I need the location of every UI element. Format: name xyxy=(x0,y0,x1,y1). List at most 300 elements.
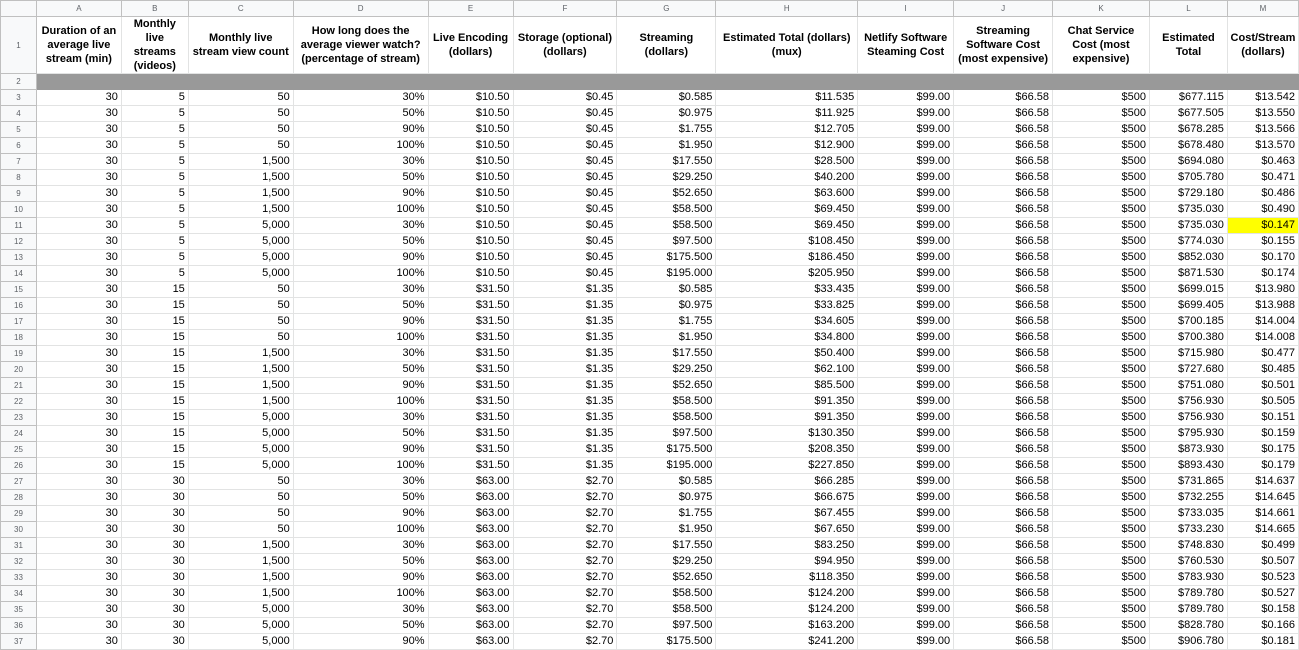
data-cell[interactable]: $66.58 xyxy=(954,202,1053,218)
data-cell[interactable]: 30 xyxy=(36,410,121,426)
data-cell[interactable]: 30 xyxy=(36,538,121,554)
column-header-i[interactable]: I xyxy=(858,1,954,17)
data-cell[interactable]: 30 xyxy=(121,506,188,522)
data-cell[interactable]: 30 xyxy=(36,362,121,378)
data-cell[interactable]: $748.830 xyxy=(1149,538,1227,554)
data-cell[interactable]: 30 xyxy=(121,490,188,506)
row-number[interactable]: 2 xyxy=(1,74,37,90)
data-cell[interactable]: $99.00 xyxy=(858,522,954,538)
data-cell[interactable]: 15 xyxy=(121,458,188,474)
data-cell[interactable]: $163.200 xyxy=(716,618,858,634)
data-cell[interactable]: $699.405 xyxy=(1149,298,1227,314)
data-cell[interactable]: $99.00 xyxy=(858,170,954,186)
data-cell[interactable]: $0.471 xyxy=(1227,170,1298,186)
data-cell[interactable]: $500 xyxy=(1053,618,1150,634)
row-number[interactable]: 29 xyxy=(1,506,37,522)
data-cell[interactable]: $66.58 xyxy=(954,634,1053,650)
data-cell[interactable]: 5,000 xyxy=(188,266,293,282)
data-cell[interactable]: $0.527 xyxy=(1227,586,1298,602)
data-cell[interactable]: 100% xyxy=(293,394,428,410)
data-cell[interactable]: 30 xyxy=(36,90,121,106)
data-cell[interactable]: $2.70 xyxy=(513,506,617,522)
data-cell[interactable]: $99.00 xyxy=(858,426,954,442)
row-number[interactable]: 14 xyxy=(1,266,37,282)
data-cell[interactable]: $0.501 xyxy=(1227,378,1298,394)
data-cell[interactable]: $500 xyxy=(1053,282,1150,298)
data-cell[interactable]: $33.825 xyxy=(716,298,858,314)
data-cell[interactable]: 90% xyxy=(293,506,428,522)
data-cell[interactable]: 90% xyxy=(293,442,428,458)
data-cell[interactable]: $0.174 xyxy=(1227,266,1298,282)
data-cell[interactable]: $67.455 xyxy=(716,506,858,522)
data-cell[interactable]: 30 xyxy=(36,378,121,394)
data-cell[interactable]: $2.70 xyxy=(513,474,617,490)
data-cell[interactable]: $0.175 xyxy=(1227,442,1298,458)
data-cell[interactable]: $31.50 xyxy=(428,410,513,426)
data-cell[interactable]: 1,500 xyxy=(188,202,293,218)
data-cell[interactable]: 50 xyxy=(188,330,293,346)
row-number[interactable]: 4 xyxy=(1,106,37,122)
data-cell[interactable]: $2.70 xyxy=(513,554,617,570)
data-cell[interactable]: $500 xyxy=(1053,506,1150,522)
row-number[interactable]: 11 xyxy=(1,218,37,234)
data-cell[interactable]: 30 xyxy=(36,506,121,522)
data-cell[interactable]: $31.50 xyxy=(428,282,513,298)
data-cell[interactable]: $99.00 xyxy=(858,378,954,394)
data-cell[interactable]: $99.00 xyxy=(858,282,954,298)
data-cell[interactable]: $13.988 xyxy=(1227,298,1298,314)
data-cell[interactable]: $500 xyxy=(1053,522,1150,538)
data-cell[interactable]: $124.200 xyxy=(716,586,858,602)
data-cell[interactable]: 90% xyxy=(293,122,428,138)
row-number[interactable]: 21 xyxy=(1,378,37,394)
data-cell[interactable]: $10.50 xyxy=(428,234,513,250)
data-cell[interactable]: $0.45 xyxy=(513,250,617,266)
data-cell[interactable]: $10.50 xyxy=(428,266,513,282)
data-cell[interactable]: $52.650 xyxy=(617,186,716,202)
data-cell[interactable]: $66.58 xyxy=(954,170,1053,186)
data-cell[interactable]: $66.58 xyxy=(954,362,1053,378)
row-number[interactable]: 16 xyxy=(1,298,37,314)
data-cell[interactable]: 30 xyxy=(36,330,121,346)
data-cell[interactable]: $500 xyxy=(1053,122,1150,138)
data-cell[interactable]: 30% xyxy=(293,410,428,426)
data-cell[interactable]: $10.50 xyxy=(428,186,513,202)
data-cell[interactable]: $0.45 xyxy=(513,106,617,122)
data-cell[interactable]: $10.50 xyxy=(428,90,513,106)
data-cell[interactable]: $91.350 xyxy=(716,410,858,426)
data-cell[interactable]: 90% xyxy=(293,378,428,394)
data-cell[interactable]: 30% xyxy=(293,90,428,106)
data-cell[interactable]: $500 xyxy=(1053,458,1150,474)
data-cell[interactable]: 50% xyxy=(293,298,428,314)
data-cell[interactable]: $0.45 xyxy=(513,90,617,106)
data-cell[interactable]: $17.550 xyxy=(617,346,716,362)
data-cell[interactable]: $12.705 xyxy=(716,122,858,138)
data-cell[interactable]: $715.980 xyxy=(1149,346,1227,362)
data-cell[interactable]: $50.400 xyxy=(716,346,858,362)
data-cell[interactable]: 30% xyxy=(293,154,428,170)
data-cell[interactable]: $99.00 xyxy=(858,490,954,506)
column-header-h[interactable]: H xyxy=(716,1,858,17)
data-cell[interactable]: $694.080 xyxy=(1149,154,1227,170)
data-cell[interactable]: $17.550 xyxy=(617,154,716,170)
column-header-j[interactable]: J xyxy=(954,1,1053,17)
data-cell[interactable]: $2.70 xyxy=(513,538,617,554)
data-cell[interactable]: $1.35 xyxy=(513,442,617,458)
data-cell[interactable]: $0.159 xyxy=(1227,426,1298,442)
data-cell[interactable]: 15 xyxy=(121,282,188,298)
data-cell[interactable]: $705.780 xyxy=(1149,170,1227,186)
data-cell[interactable]: $0.585 xyxy=(617,90,716,106)
header-cell[interactable]: Storage (optional) (dollars) xyxy=(513,17,617,74)
data-cell[interactable]: $66.58 xyxy=(954,586,1053,602)
row-number[interactable]: 36 xyxy=(1,618,37,634)
data-cell[interactable]: $0.485 xyxy=(1227,362,1298,378)
data-cell[interactable]: $1.35 xyxy=(513,298,617,314)
data-cell[interactable]: $99.00 xyxy=(858,602,954,618)
data-cell[interactable]: 1,500 xyxy=(188,586,293,602)
column-header-e[interactable]: E xyxy=(428,1,513,17)
data-cell[interactable]: $66.58 xyxy=(954,250,1053,266)
data-cell[interactable]: $500 xyxy=(1053,570,1150,586)
data-cell[interactable]: 30 xyxy=(36,170,121,186)
data-cell[interactable]: $500 xyxy=(1053,170,1150,186)
header-cell[interactable]: Estimated Total (dollars) (mux) xyxy=(716,17,858,74)
header-cell[interactable]: Live Encoding (dollars) xyxy=(428,17,513,74)
data-cell[interactable]: $789.780 xyxy=(1149,602,1227,618)
data-cell[interactable]: 15 xyxy=(121,346,188,362)
data-cell[interactable]: $893.430 xyxy=(1149,458,1227,474)
data-cell[interactable]: $756.930 xyxy=(1149,394,1227,410)
data-cell[interactable]: $0.181 xyxy=(1227,634,1298,650)
row-number[interactable]: 12 xyxy=(1,234,37,250)
data-cell[interactable]: $63.00 xyxy=(428,570,513,586)
data-cell[interactable]: 50% xyxy=(293,554,428,570)
data-cell[interactable]: 5,000 xyxy=(188,634,293,650)
row-number[interactable]: 13 xyxy=(1,250,37,266)
data-cell[interactable]: $0.585 xyxy=(617,474,716,490)
data-cell[interactable]: $13.980 xyxy=(1227,282,1298,298)
data-cell[interactable]: $1.35 xyxy=(513,330,617,346)
data-cell[interactable]: $31.50 xyxy=(428,442,513,458)
header-cell[interactable]: How long does the average viewer watch? (percentage of stream) xyxy=(293,17,428,74)
data-cell[interactable]: $195.000 xyxy=(617,266,716,282)
data-cell[interactable]: 30 xyxy=(36,618,121,634)
column-header-l[interactable]: L xyxy=(1149,1,1227,17)
row-number[interactable]: 35 xyxy=(1,602,37,618)
data-cell[interactable]: $69.450 xyxy=(716,202,858,218)
data-cell[interactable]: $0.490 xyxy=(1227,202,1298,218)
data-cell[interactable]: $66.58 xyxy=(954,394,1053,410)
data-cell[interactable]: $17.550 xyxy=(617,538,716,554)
data-cell[interactable]: $118.350 xyxy=(716,570,858,586)
data-cell[interactable]: $500 xyxy=(1053,106,1150,122)
data-cell[interactable]: $500 xyxy=(1053,586,1150,602)
data-cell[interactable]: $11.925 xyxy=(716,106,858,122)
data-cell[interactable]: $31.50 xyxy=(428,458,513,474)
data-cell[interactable]: $66.58 xyxy=(954,490,1053,506)
data-cell[interactable]: $186.450 xyxy=(716,250,858,266)
data-cell[interactable]: $66.675 xyxy=(716,490,858,506)
data-cell[interactable]: 100% xyxy=(293,522,428,538)
data-cell[interactable]: $99.00 xyxy=(858,586,954,602)
data-cell[interactable]: $14.637 xyxy=(1227,474,1298,490)
data-cell[interactable]: 5 xyxy=(121,186,188,202)
data-cell[interactable]: $63.600 xyxy=(716,186,858,202)
data-cell[interactable]: 50% xyxy=(293,426,428,442)
data-cell[interactable]: $66.58 xyxy=(954,378,1053,394)
data-cell[interactable]: $66.58 xyxy=(954,474,1053,490)
data-cell[interactable]: $0.523 xyxy=(1227,570,1298,586)
data-cell[interactable]: 1,500 xyxy=(188,186,293,202)
data-cell[interactable]: $751.080 xyxy=(1149,378,1227,394)
data-cell[interactable]: $735.030 xyxy=(1149,218,1227,234)
data-cell[interactable]: $500 xyxy=(1053,250,1150,266)
data-cell[interactable]: $34.605 xyxy=(716,314,858,330)
data-cell[interactable]: 50% xyxy=(293,362,428,378)
data-cell[interactable]: $1.755 xyxy=(617,122,716,138)
data-cell[interactable]: $66.58 xyxy=(954,282,1053,298)
data-cell[interactable]: $31.50 xyxy=(428,330,513,346)
data-cell[interactable]: $1.35 xyxy=(513,426,617,442)
data-cell[interactable]: $10.50 xyxy=(428,170,513,186)
data-cell[interactable]: $31.50 xyxy=(428,394,513,410)
data-cell[interactable]: $0.155 xyxy=(1227,234,1298,250)
data-cell[interactable]: $871.530 xyxy=(1149,266,1227,282)
data-cell[interactable]: $500 xyxy=(1053,186,1150,202)
data-cell[interactable]: $1.950 xyxy=(617,330,716,346)
data-cell[interactable]: $241.200 xyxy=(716,634,858,650)
data-cell[interactable]: $2.70 xyxy=(513,490,617,506)
column-header-k[interactable]: K xyxy=(1053,1,1150,17)
data-cell[interactable]: 15 xyxy=(121,378,188,394)
data-cell[interactable]: $500 xyxy=(1053,362,1150,378)
data-cell[interactable]: 30 xyxy=(36,234,121,250)
data-cell[interactable]: 30% xyxy=(293,474,428,490)
row-number[interactable]: 32 xyxy=(1,554,37,570)
header-cell[interactable]: Duration of an average live stream (min) xyxy=(36,17,121,74)
data-cell[interactable]: $58.500 xyxy=(617,202,716,218)
data-cell[interactable]: $2.70 xyxy=(513,522,617,538)
data-cell[interactable]: $500 xyxy=(1053,90,1150,106)
data-cell[interactable]: 15 xyxy=(121,410,188,426)
data-cell[interactable]: 30 xyxy=(36,634,121,650)
data-cell[interactable]: 5,000 xyxy=(188,458,293,474)
data-cell[interactable]: $500 xyxy=(1053,474,1150,490)
data-cell[interactable]: $0.486 xyxy=(1227,186,1298,202)
data-cell[interactable]: 50 xyxy=(188,138,293,154)
data-cell[interactable]: $500 xyxy=(1053,234,1150,250)
data-cell[interactable]: 30 xyxy=(36,586,121,602)
data-cell[interactable]: 30 xyxy=(36,522,121,538)
data-cell[interactable]: $63.00 xyxy=(428,506,513,522)
data-cell[interactable]: $99.00 xyxy=(858,138,954,154)
data-cell[interactable]: 30 xyxy=(36,394,121,410)
data-cell[interactable]: 30 xyxy=(121,474,188,490)
data-cell[interactable]: $66.58 xyxy=(954,410,1053,426)
data-cell[interactable]: $13.542 xyxy=(1227,90,1298,106)
data-cell[interactable]: 5 xyxy=(121,154,188,170)
data-cell[interactable]: $66.58 xyxy=(954,522,1053,538)
data-cell[interactable]: $700.185 xyxy=(1149,314,1227,330)
data-cell[interactable]: 50% xyxy=(293,170,428,186)
data-cell[interactable]: 30 xyxy=(36,186,121,202)
data-cell[interactable]: $500 xyxy=(1053,490,1150,506)
data-cell[interactable]: 30% xyxy=(293,282,428,298)
data-cell[interactable]: 90% xyxy=(293,314,428,330)
data-cell[interactable]: $500 xyxy=(1053,378,1150,394)
data-cell[interactable]: $699.015 xyxy=(1149,282,1227,298)
data-cell[interactable]: $1.35 xyxy=(513,378,617,394)
data-cell[interactable]: $13.570 xyxy=(1227,138,1298,154)
data-cell[interactable]: $873.930 xyxy=(1149,442,1227,458)
data-cell[interactable]: $99.00 xyxy=(858,442,954,458)
data-cell[interactable]: 30 xyxy=(36,282,121,298)
data-cell[interactable]: 90% xyxy=(293,634,428,650)
data-cell[interactable]: $94.950 xyxy=(716,554,858,570)
data-cell[interactable]: $66.58 xyxy=(954,506,1053,522)
data-cell[interactable]: $99.00 xyxy=(858,298,954,314)
row-number[interactable]: 34 xyxy=(1,586,37,602)
data-cell[interactable]: $1.35 xyxy=(513,282,617,298)
column-header-a[interactable]: A xyxy=(36,1,121,17)
data-cell[interactable]: $2.70 xyxy=(513,618,617,634)
data-cell[interactable]: 30 xyxy=(36,218,121,234)
data-cell[interactable]: $99.00 xyxy=(858,538,954,554)
header-cell[interactable]: Streaming (dollars) xyxy=(617,17,716,74)
data-cell[interactable]: 30 xyxy=(36,202,121,218)
data-cell[interactable]: 30% xyxy=(293,218,428,234)
data-cell[interactable]: $58.500 xyxy=(617,586,716,602)
data-cell[interactable]: $63.00 xyxy=(428,522,513,538)
data-cell[interactable]: 5 xyxy=(121,218,188,234)
data-cell[interactable]: $700.380 xyxy=(1149,330,1227,346)
data-cell[interactable]: $99.00 xyxy=(858,106,954,122)
data-cell[interactable]: 50 xyxy=(188,314,293,330)
data-cell[interactable]: $500 xyxy=(1053,410,1150,426)
data-cell[interactable]: 15 xyxy=(121,314,188,330)
data-cell[interactable]: $10.50 xyxy=(428,154,513,170)
header-cell[interactable]: Monthly live streams (videos) xyxy=(121,17,188,74)
data-cell[interactable]: $205.950 xyxy=(716,266,858,282)
data-cell[interactable]: 30 xyxy=(36,474,121,490)
data-cell[interactable]: $795.930 xyxy=(1149,426,1227,442)
header-cell[interactable]: Netlify Software Steaming Cost xyxy=(858,17,954,74)
data-cell[interactable]: $500 xyxy=(1053,138,1150,154)
data-cell[interactable]: $33.435 xyxy=(716,282,858,298)
data-cell[interactable]: 5,000 xyxy=(188,602,293,618)
data-cell[interactable]: 50 xyxy=(188,298,293,314)
data-cell[interactable]: $63.00 xyxy=(428,554,513,570)
column-header-m[interactable]: M xyxy=(1227,1,1298,17)
data-cell[interactable]: 5,000 xyxy=(188,426,293,442)
data-cell[interactable]: 1,500 xyxy=(188,362,293,378)
header-cell[interactable]: Chat Service Cost (most expensive) xyxy=(1053,17,1150,74)
data-cell[interactable]: 50 xyxy=(188,490,293,506)
data-cell[interactable]: $0.975 xyxy=(617,106,716,122)
row-number[interactable]: 22 xyxy=(1,394,37,410)
data-cell[interactable]: $99.00 xyxy=(858,474,954,490)
row-number[interactable]: 19 xyxy=(1,346,37,362)
data-cell[interactable]: 5 xyxy=(121,250,188,266)
data-cell[interactable]: $1.35 xyxy=(513,362,617,378)
data-cell[interactable]: $0.45 xyxy=(513,122,617,138)
data-cell[interactable]: 30 xyxy=(121,586,188,602)
data-cell[interactable]: $677.115 xyxy=(1149,90,1227,106)
gray-fill-cell[interactable] xyxy=(36,74,1298,90)
column-header-b[interactable]: B xyxy=(121,1,188,17)
data-cell[interactable]: $63.00 xyxy=(428,474,513,490)
data-cell[interactable]: 5,000 xyxy=(188,234,293,250)
row-number[interactable]: 7 xyxy=(1,154,37,170)
data-cell[interactable]: $678.480 xyxy=(1149,138,1227,154)
data-cell[interactable]: 30 xyxy=(121,522,188,538)
row-number[interactable]: 8 xyxy=(1,170,37,186)
data-cell[interactable]: $677.505 xyxy=(1149,106,1227,122)
row-number[interactable]: 1 xyxy=(1,17,37,74)
data-cell[interactable]: 5 xyxy=(121,266,188,282)
data-cell[interactable]: $0.477 xyxy=(1227,346,1298,362)
data-cell[interactable]: $63.00 xyxy=(428,634,513,650)
data-cell[interactable]: $63.00 xyxy=(428,538,513,554)
row-number[interactable]: 27 xyxy=(1,474,37,490)
data-cell[interactable]: $66.58 xyxy=(954,538,1053,554)
data-cell[interactable]: $500 xyxy=(1053,330,1150,346)
data-cell[interactable]: 15 xyxy=(121,330,188,346)
data-cell[interactable]: 50 xyxy=(188,122,293,138)
data-cell[interactable]: $500 xyxy=(1053,554,1150,570)
data-cell[interactable]: $31.50 xyxy=(428,378,513,394)
data-cell[interactable]: $208.350 xyxy=(716,442,858,458)
data-cell[interactable]: $10.50 xyxy=(428,218,513,234)
data-cell[interactable]: $10.50 xyxy=(428,250,513,266)
data-cell[interactable]: $500 xyxy=(1053,442,1150,458)
data-cell[interactable]: $66.285 xyxy=(716,474,858,490)
data-cell[interactable]: $99.00 xyxy=(858,186,954,202)
data-cell[interactable]: $1.755 xyxy=(617,506,716,522)
data-cell[interactable]: 5 xyxy=(121,106,188,122)
data-cell[interactable]: $1.950 xyxy=(617,522,716,538)
data-cell[interactable]: $13.566 xyxy=(1227,122,1298,138)
data-cell[interactable]: $29.250 xyxy=(617,362,716,378)
data-cell[interactable]: 30% xyxy=(293,538,428,554)
data-cell[interactable]: 30 xyxy=(121,538,188,554)
data-cell[interactable]: 50 xyxy=(188,106,293,122)
data-cell[interactable]: 1,500 xyxy=(188,378,293,394)
data-cell[interactable]: $733.230 xyxy=(1149,522,1227,538)
data-cell[interactable]: $852.030 xyxy=(1149,250,1227,266)
data-cell[interactable]: $1.35 xyxy=(513,410,617,426)
data-cell[interactable]: $63.00 xyxy=(428,586,513,602)
data-cell[interactable]: 100% xyxy=(293,138,428,154)
data-cell[interactable]: 30% xyxy=(293,602,428,618)
data-cell[interactable]: $500 xyxy=(1053,634,1150,650)
column-header-d[interactable]: D xyxy=(293,1,428,17)
data-cell[interactable]: $0.158 xyxy=(1227,602,1298,618)
data-cell[interactable]: 90% xyxy=(293,250,428,266)
data-cell[interactable]: 5 xyxy=(121,122,188,138)
data-cell[interactable]: $0.45 xyxy=(513,202,617,218)
data-cell[interactable]: $66.58 xyxy=(954,554,1053,570)
row-number[interactable]: 24 xyxy=(1,426,37,442)
data-cell[interactable]: 5 xyxy=(121,234,188,250)
data-cell[interactable]: $729.180 xyxy=(1149,186,1227,202)
data-cell[interactable]: 30 xyxy=(121,618,188,634)
data-cell[interactable]: 5,000 xyxy=(188,218,293,234)
data-cell[interactable]: 30 xyxy=(36,122,121,138)
data-cell[interactable]: $175.500 xyxy=(617,442,716,458)
